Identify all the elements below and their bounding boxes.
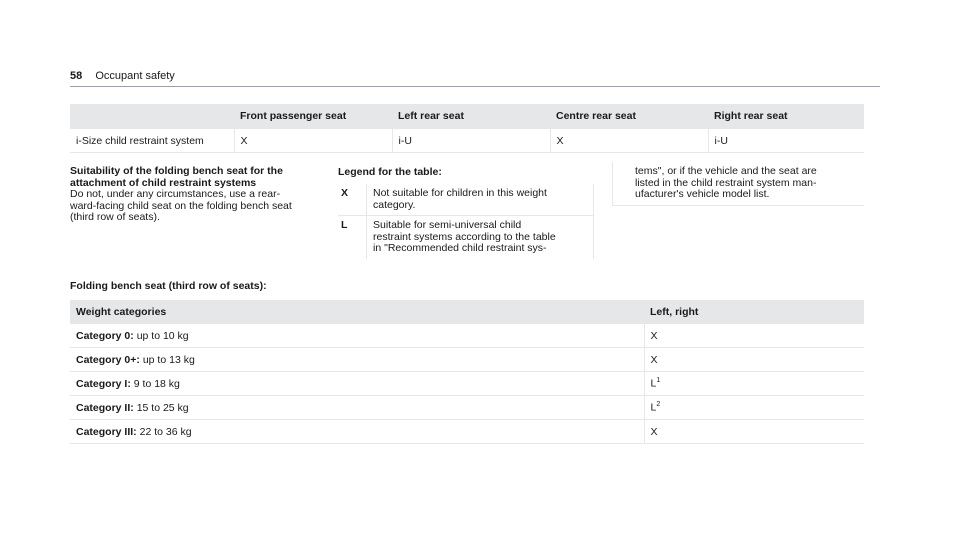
weight-value-cell [644, 372, 864, 396]
category-range: 9 to 18 kg [133, 377, 180, 390]
legend-continuation-line: ufacturer's vehicle model list. [635, 188, 770, 201]
isize-header-right-rear: Right rear seat [708, 104, 864, 129]
table-row [70, 420, 864, 444]
category-label: Category 0: [76, 329, 134, 342]
footnote-marker: 1 [656, 377, 661, 385]
isize-row-label: i-Size child restraint system [70, 129, 234, 153]
suitability-title-line: attachment of child restraint systems [70, 176, 257, 189]
category-range: 22 to 36 kg [139, 425, 192, 438]
legend-line: restraint systems according to the table [373, 230, 556, 243]
table-row [70, 129, 864, 153]
category-label: Category 0+: [76, 353, 140, 366]
legend-continuation [612, 162, 864, 206]
legend-row-l [338, 216, 594, 259]
category-value: L [650, 401, 657, 414]
footnote-marker: 2 [656, 401, 661, 409]
page-number: 58 [70, 70, 83, 82]
isize-table-header-row [70, 104, 864, 129]
category-range: 15 to 25 kg [136, 401, 189, 414]
weight-value-cell [644, 348, 864, 372]
folding-bench-heading: Folding bench seat (third row of seats): [70, 280, 267, 292]
table-row [70, 396, 864, 420]
isize-header-left-rear: Left rear seat [392, 104, 550, 129]
section-title: Occupant safety [95, 70, 175, 82]
suitability-title [70, 166, 332, 189]
isize-header-front-passenger: Front passenger seat [234, 104, 392, 129]
legend-row-x [338, 184, 594, 216]
legend-title: Legend for the table: [338, 166, 442, 178]
weight-category-cell [70, 324, 644, 348]
legend-continuation-line: tems", or if the vehicle and the seat are [635, 165, 817, 177]
table-row [70, 324, 864, 348]
category-value: X [650, 425, 658, 438]
suitability-text-line: (third row of seats). [70, 211, 160, 224]
legend-line: in "Recommended child restraint sys- [373, 242, 547, 255]
isize-cell-left-rear: i-U [392, 129, 550, 153]
page-header [70, 70, 175, 82]
table-row [70, 348, 864, 372]
isize-header-blank [70, 104, 234, 129]
category-range: up to 10 kg [136, 329, 189, 342]
weight-header-left-right: Left, right [644, 300, 864, 324]
category-value: X [650, 329, 658, 342]
category-label: Category I: [76, 377, 131, 390]
isize-cell-centre-rear: X [550, 129, 708, 153]
category-value: L [650, 377, 657, 390]
weight-category-table [70, 300, 864, 444]
header-divider [70, 86, 880, 87]
suitability-text [70, 189, 332, 224]
weight-category-cell [70, 348, 644, 372]
isize-cell-front-passenger: X [234, 129, 392, 153]
weight-value-cell [644, 420, 864, 444]
category-label: Category II: [76, 401, 134, 414]
weight-value-cell [644, 396, 864, 420]
category-range: up to 13 kg [142, 353, 195, 366]
legend-key: X [338, 184, 367, 216]
legend-description [367, 184, 594, 216]
weight-value-cell [644, 324, 864, 348]
legend-table [338, 184, 594, 259]
legend-line: Suitable for semi-universal child [373, 219, 522, 232]
weight-category-cell [70, 372, 644, 396]
legend-section [338, 166, 594, 259]
legend-continuation-line: listed in the child restraint system man- [635, 176, 817, 189]
isize-table [70, 104, 864, 153]
suitability-section [70, 166, 332, 224]
category-value: X [650, 353, 658, 366]
weight-category-cell [70, 396, 644, 420]
legend-line: Not suitable for children in this weight [373, 187, 547, 199]
weight-category-cell [70, 420, 644, 444]
category-label: Category III: [76, 425, 137, 438]
suitability-text-line: Do not, under any circumstances, use a rear- [70, 188, 281, 201]
legend-key: L [338, 216, 367, 259]
suitability-text-line: ward-facing child seat on the folding bench seat [70, 199, 292, 212]
isize-header-centre-rear: Centre rear seat [550, 104, 708, 129]
legend-description [367, 216, 594, 259]
legend-line: category. [373, 198, 416, 211]
weight-header-categories: Weight categories [70, 300, 644, 324]
suitability-title-line: Suitability of the folding bench seat for the [70, 165, 283, 177]
table-row [70, 372, 864, 396]
weight-table-header-row [70, 300, 864, 324]
isize-cell-right-rear: i-U [708, 129, 864, 153]
